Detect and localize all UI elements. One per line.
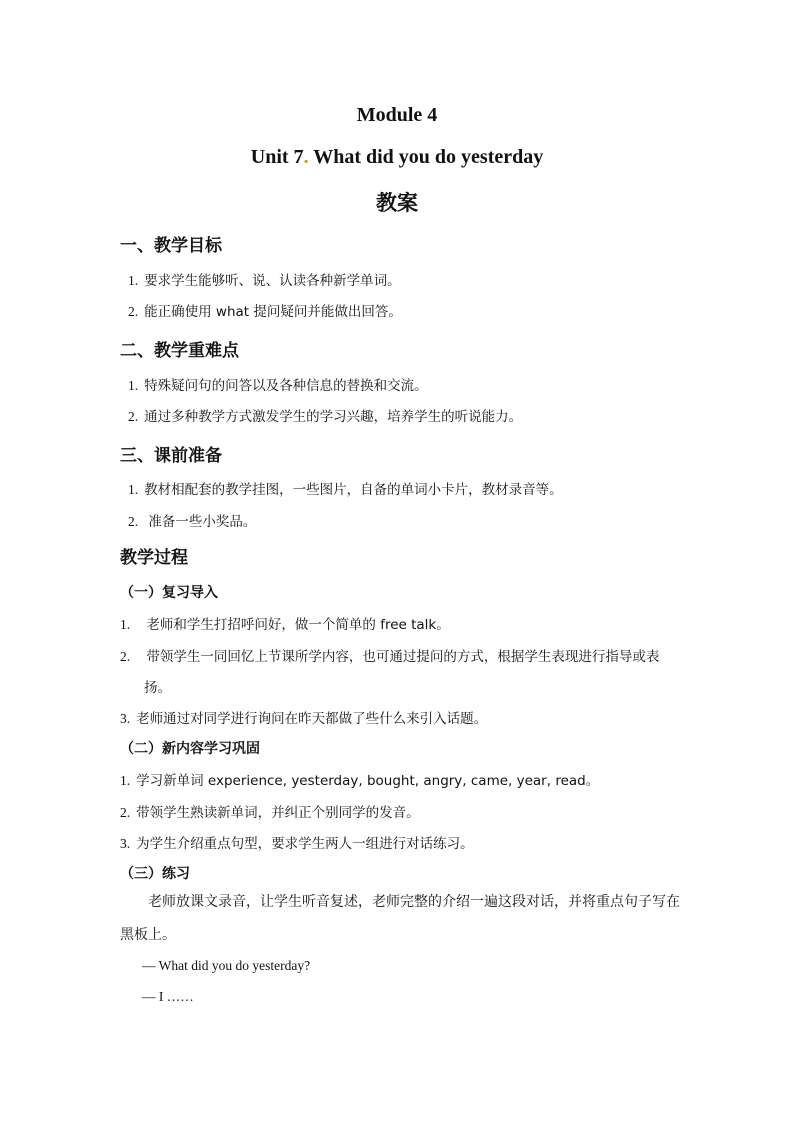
- list-item: 1. 老师和学生打招呼问好，做一个简单的 free talk。: [120, 617, 450, 633]
- section-heading-preparation: 三、课前准备: [120, 446, 222, 466]
- subsection-heading-review: （一）复习导入: [120, 585, 218, 601]
- section-heading-objectives: 一、教学目标: [120, 236, 222, 256]
- unit-prefix: Unit 7: [250, 146, 304, 168]
- module-title: Module 4: [356, 104, 438, 126]
- section-heading-key-points: 二、教学重难点: [120, 341, 239, 361]
- list-item: 3. 为学生介绍重点句型，要求学生两人一组进行对话练习。: [120, 836, 474, 852]
- section-heading-process: 教学过程: [120, 548, 188, 568]
- list-item: 2. 能正确使用 what 提问疑问并能做出回答。: [128, 304, 402, 320]
- list-item: 1. 学习新单词 experience, yesterday, bought, angry, came, year, read。: [120, 773, 600, 789]
- doc-type-title: 教案: [376, 191, 418, 215]
- list-item: 2. 带领学生熟读新单词，并纠正个别同学的发音。: [120, 805, 420, 821]
- list-item: 1. 特殊疑问句的问答以及各种信息的替换和交流。: [128, 378, 428, 394]
- unit-rest: What did you do yesterday: [308, 146, 544, 168]
- list-item: 2. 通过多种教学方式激发学生的学习兴趣，培养学生的听说能力。: [128, 409, 523, 425]
- dialogue-line: — What did you do yesterday?: [142, 958, 311, 973]
- list-item: 3. 老师通过对同学进行询问在昨天都做了些什么来引入话题。: [120, 711, 488, 727]
- list-item: 2. 带领学生一同回忆上节课所学内容，也可通过提问的方式，根据学生表现进行指导或表: [120, 649, 660, 665]
- practice-paragraph: 老师放课文录音，让学生听音复述，老师完整的介绍一遍这段对话，并将重点句子写在黑板上。: [120, 894, 680, 943]
- list-item: 1. 教材相配套的教学挂图，一些图片，自备的单词小卡片，教材录音等。: [128, 482, 563, 498]
- list-item-continuation: 扬。: [144, 680, 171, 696]
- unit-title: [0, 146, 794, 169]
- unit-dot: .: [303, 146, 309, 168]
- subsection-heading-practice: （三）练习: [120, 866, 190, 882]
- list-item: 1. 要求学生能够听、说、认读各种新学单词。: [128, 273, 401, 289]
- list-item: 2. 准备一些小奖品。: [128, 514, 257, 530]
- subsection-heading-new-content: （二）新内容学习巩固: [120, 741, 260, 757]
- dialogue-line: — I ……: [142, 989, 194, 1004]
